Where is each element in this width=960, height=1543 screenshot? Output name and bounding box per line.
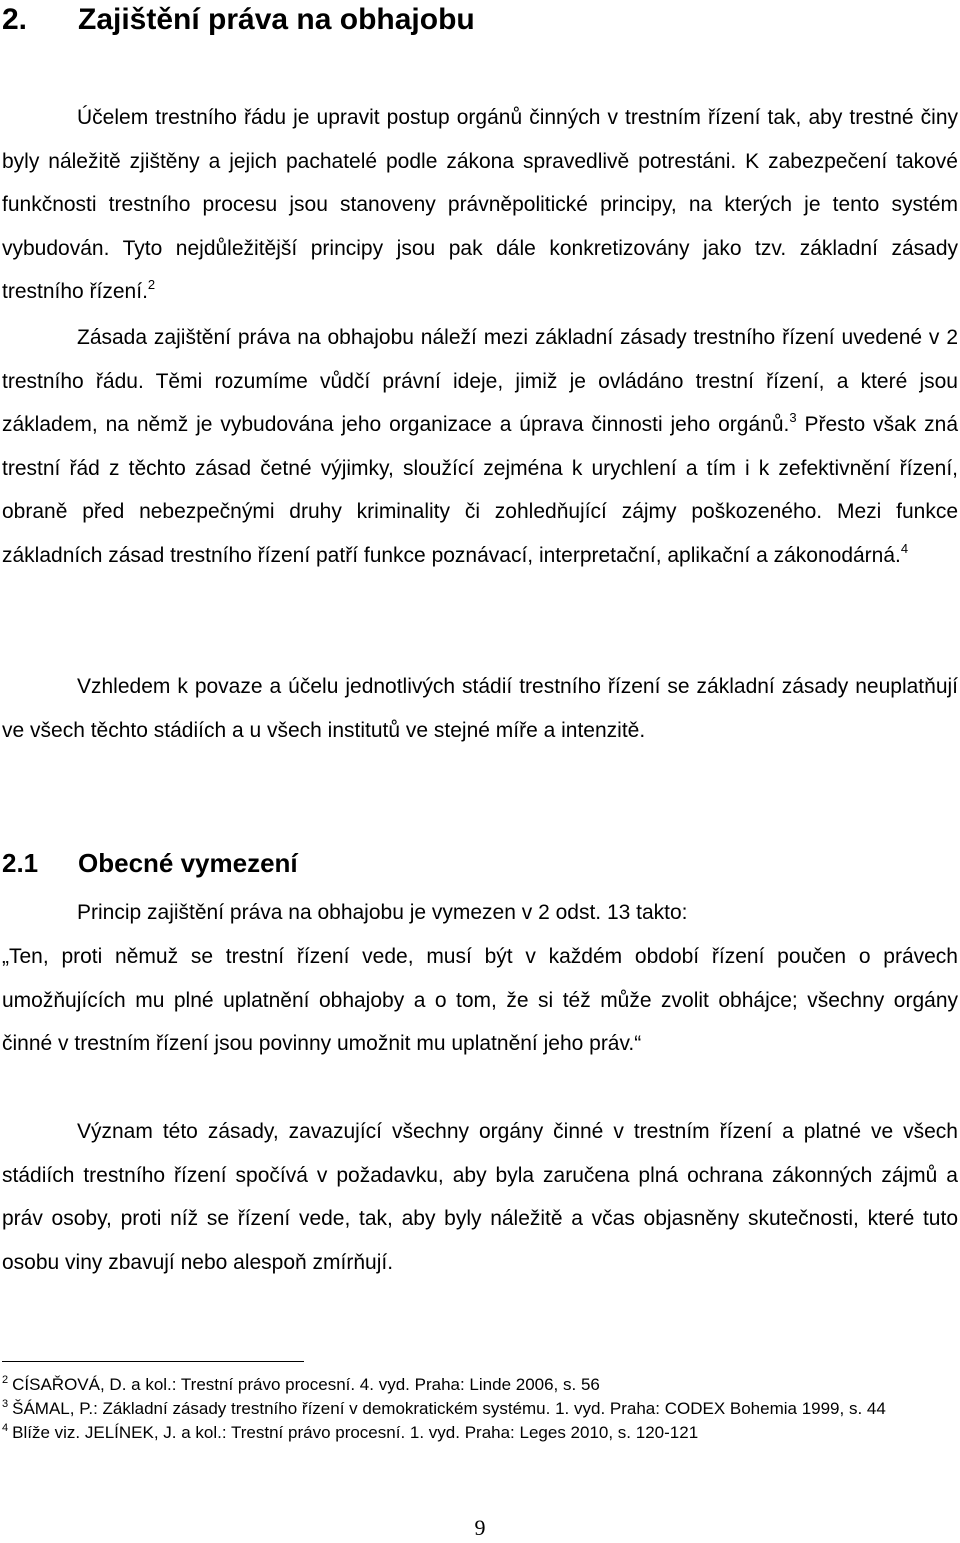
chapter-title: Zajištění práva na obhajobu [78,3,475,36]
footnote-2 [2,1373,922,1397]
paragraph-4 [2,891,958,935]
chapter-number: 2. [2,3,28,36]
paragraph-3-text: Vzhledem k povaze a účelu jednotlivých stádií trestního řízení se základní zásady neuplatňují ve všech těchto stádiích a u všech institutů ve stejné míře a intenzitě. [2,675,958,742]
footnotes [2,1373,922,1445]
page-number: 9 [474,1515,486,1540]
paragraph-5-text: Význam této zásady, zavazující všechny orgány činné v trestním řízení a platné ve všech stádiích trestního řízení spočívá v požadavku, aby byla zaručena plná ochrana zákonných zájmů a práv osoby, proti níž se řízení vede, tak, aby byly náležitě a včas objasněny skutečnosti, které tuto osobu viny zbavují nebo alespoň zmírňují. [2,1120,958,1274]
paragraph-2-text-a: Zásada zajištění práva na obhajobu náleží mezi základní zásady trestního řízení uvedené v 2 trestního řádu. Těmi rozumíme vůdčí právní ideje, jimiž je ovládáno trestní řízení, a které jsou základem, na němž je vybudována jeho organizace a úprava činnosti jeho orgánů. [2,326,958,436]
footnote-separator [2,1361,304,1362]
footnote-number: 3 [2,1398,9,1410]
paragraph-4-text: Princip zajištění práva na obhajobu je vymezen v 2 odst. 13 takto: [77,901,688,924]
footnote-3 [2,1397,922,1421]
paragraph-5 [2,1110,958,1284]
section-title: Obecné vymezení [78,848,298,878]
quote-paragraph [2,935,958,1066]
footnote-text: Blíže viz. JELÍNEK, J. a kol.: Trestní právo procesní. 1. vyd. Praha: Leges 2010, s. 120-121 [12,1423,699,1442]
footnote-ref-4[interactable]: 4 [900,540,909,556]
footnote-number: 2 [2,1374,9,1386]
footnote-ref-3[interactable]: 3 [789,410,797,425]
paragraph-2-text-b: Přesto však zná trestní řád z těchto zásad četné výjimky, sloužící zejména k urychlení a tím i k zefektivnění řízení, obraně před nebezpečnými druhy kriminality či zohledňující zájmy poškozeného. Mezi funkce základních zásad trestního řízení patří funkce poznávací, interpretační, aplikační a zákonodárná. [2,413,958,567]
paragraph-3 [2,665,958,752]
paragraph-1-text: Účelem trestního řádu je upravit postup orgánů činných v trestním řízení tak, aby trestné činy byly náležitě zjištěny a jejich pachatelé podle zákona spravedlivě potrestáni. K zabezpečení takové funkčnosti trestního procesu jsou stanoveny právněpolitické principy, na kterých je tento systém vybudován. Tyto nejdůležitější principy jsou pak dále konkretizovány jako tzv. základní zásady trestního řízení. [2,106,958,303]
chapter-heading [2,0,475,40]
footnote-ref-2[interactable]: 2 [147,277,156,292]
section-number: 2.1 [2,848,39,878]
footnote-number: 4 [2,1422,9,1434]
footnote-text: CÍSAŘOVÁ, D. a kol.: Trestní právo procesní. 4. vyd. Praha: Linde 2006, s. 56 [12,1375,600,1394]
paragraph-1 [2,96,958,314]
footnote-4 [2,1421,922,1445]
paragraph-2 [2,316,958,577]
quote-text: „Ten, proti němuž se trestní řízení vede, musí být v každém období řízení poučen o právech umožňujících mu plné uplatnění obhajoby a o tom, že si též může zvolit obhájce; všechny orgány činné v trestním řízení jsou povinny umožnit mu uplatnění jeho práv.“ [2,945,958,1055]
section-heading [2,843,298,883]
footnote-text: ŠÁMAL, P.: Základní zásady trestního řízení v demokratickém systému. 1. vyd. Praha: CODEX Bohemia 1999, s. 44 [12,1399,886,1418]
